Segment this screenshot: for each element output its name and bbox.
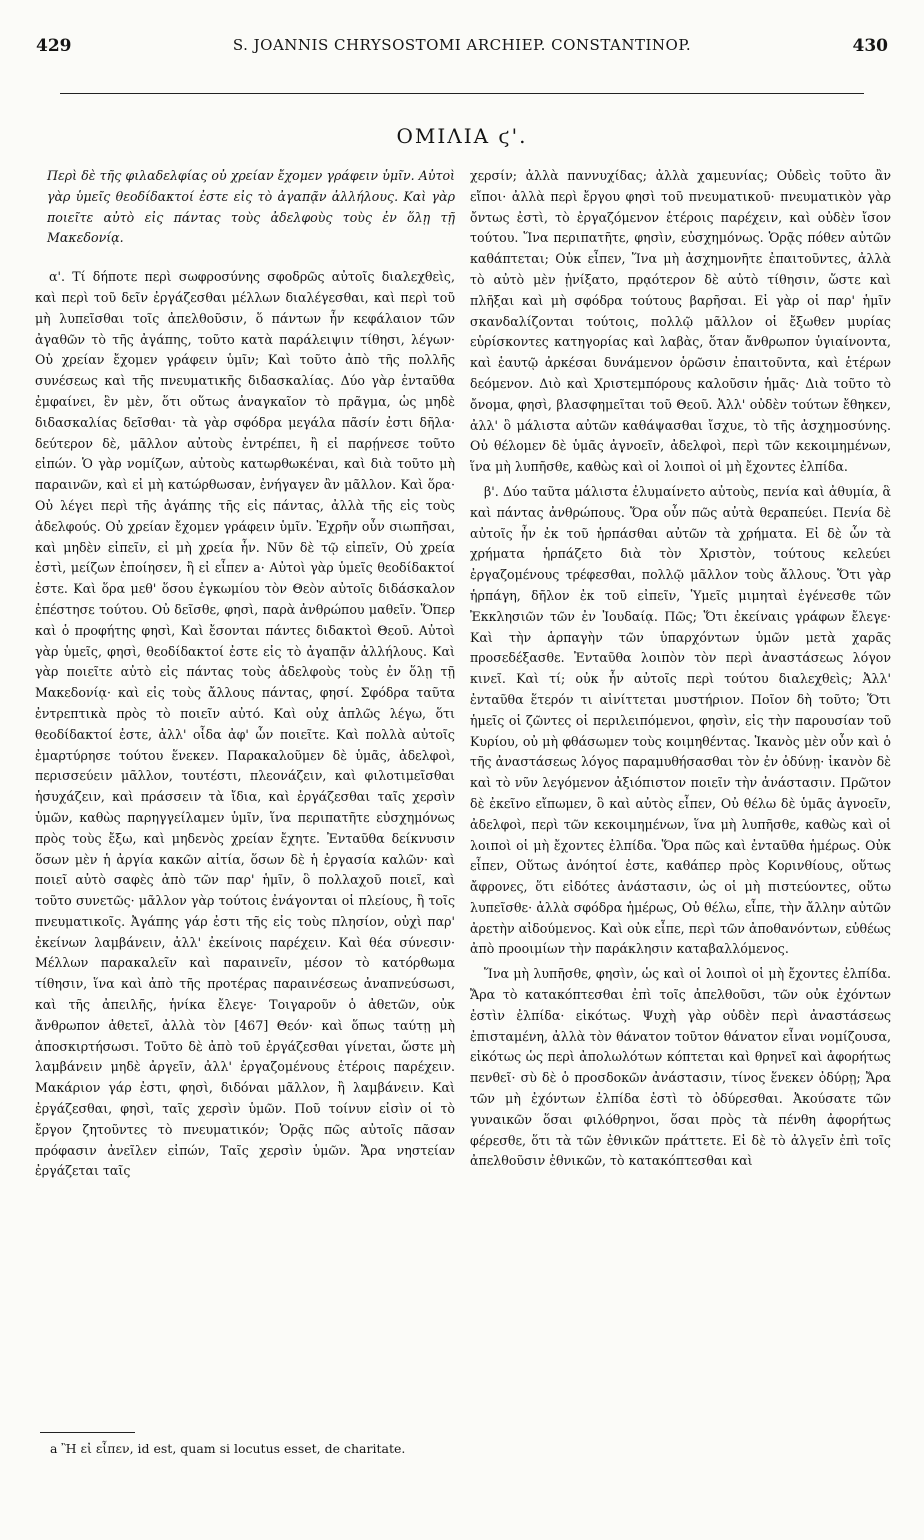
scripture-lemma: Περὶ δὲ τῆς φιλαδελφίας οὐ χρείαν ἔχομεν γράφειν ὑμῖν. Αὐτοὶ γὰρ ὑμεῖς θεοδίδακτοί ἐστε εἰς τὸ ἀγαπᾷν ἀλλήλους. Καὶ γὰρ ποιεῖτε αὐτὸ εἰς πάντας τοὺς ἀδελφοὺς τοὺς ἐν ὅλῃ τῇ Μακεδονίᾳ. — [47, 168, 455, 246]
right-column — [470, 166, 891, 1176]
paragraph: Ἵνα μὴ λυπῆσθε, φησὶν, ὡς καὶ οἱ λοιποὶ οἱ μὴ ἔχοντες ἐλπίδα. Ἄρα τὸ κατακόπτεσθαι ἐπὶ τοῖς ἀπελθοῦσι, τῶν οὐκ ἐχόντων ἐστὶν ἐλπίδα· εἰκότως. Ψυχὴ γὰρ οὐδὲν περὶ ἀναστάσεως ἐπισταμένη, ἀλλὰ τὸν θάνατον τοῦτον θάνατον εἶναι νομίζουσα, εἰκότως ὡς περὶ ἀπολωλότων κόπτεται καὶ θρηνεῖ καὶ ἀφορήτως πενθεῖ· σὺ δὲ ὁ προσδοκῶν ἀνάστασιν, τίνος ἕνεκεν ὀδύρῃ; Ἄρα τῶν μὴ ἐχόντων ἐλπίδα ἐστὶ τὸ ὀδύρεσθαι. Ἀκούσατε τῶν γυναικῶν ὅσαι φιλόθρηνοι, ὅσαι πρὸς τὰ πένθη ἀφορήτως φέρεσθε, ὅτι τὰ τῶν ἐθνικῶν πράττετε. Εἰ δὲ τὸ ἀλγεῖν ἐπὶ τοῖς ἀπελθοῦσιν ἐθνικῶν, τὸ κατακόπτεσθαι καὶ — [470, 966, 891, 1169]
footnote-rule — [40, 1432, 135, 1433]
running-title: S. JOANNIS CHRYSOSTOMI ARCHIEP. CONSTANTINOP. — [232, 36, 692, 54]
page-number-left: 429 — [36, 36, 72, 56]
paragraph: β'. Δύο ταῦτα μάλιστα ἐλυμαίνετο αὐτοὺς, πενία καὶ ἀθυμία, ἃ καὶ πάντας ἀνθρώπους. Ὅρα οὖν πῶς αὐτὰ θεραπεύει. Πενία δὲ αὐτοῖς ἦν ἐκ τοῦ ἡρπάσθαι αὐτῶν τὰ χρήματα. Εἰ δὲ ὧν τὰ χρήματα ἡρπάζετο διὰ τὸν Χριστὸν, τούτους κελεύει ἐργαζομένους τρέφεσθαι, πολλῷ μᾶλλον τοὺς ἄλλους. Ὅτι γὰρ ἡρπάγη, δῆλον ἐκ τοῦ εἰπεῖν, Ὑμεῖς μιμηταὶ ἐγένεσθε τῶν Ἐκκλησιῶν τῶν ἐν Ἰουδαίᾳ. Πῶς; Ὅτι ἐκείναις γράφων ἔλεγε· Καὶ τὴν ἁρπαγὴν τῶν ὑπαρχόντων ὑμῶν μετὰ χαρᾶς προσεδέξασθε. Ἐνταῦθα λοιπὸν τὸν περὶ ἀναστάσεως λόγον κινεῖ. Καὶ τί; οὐκ ἦν αὐτοῖς περὶ τούτου διαλεχθεὶς; Ἀλλ' ἐνταῦθα ἕτερόν τι αἰνίττεται μυστήριον. Ποῖον δὴ τοῦτο; Ὅτι ἡμεῖς οἱ ζῶντες οἱ περιλειπόμενοι, φησὶν, εἰς τὴν παρουσίαν τοῦ Κυρίου, οὐ μὴ φθάσωμεν τοὺς κοιμηθέντας. Ἱκανὸς μὲν οὖν καὶ ὁ τῆς ἀναστάσεως λόγος παραμυθήσασθαι τὸν ἐν ὀδύνῃ· ἱκανὸν δὲ καὶ τὸ νῦν λεγόμενον ἀξιόπιστον ποιεῖν τὴν ἀνάστασιν. Πρῶτον δὲ ἐκεῖνο εἴπωμεν, ὃ καὶ αὐτὸς εἶπεν, Οὐ θέλω δὲ ὑμᾶς ἀγνοεῖν, ἀδελφοὶ, περὶ τῶν κεκοιμημένων, ἵνα μὴ λυπῆσθε, καθὼς καὶ οἱ λοιποὶ οἱ μὴ ἔχοντες ἐλπίδα. Ὅρα πῶς καὶ ἐνταῦθα ἡμέρως. Οὐκ εἶπεν, Οὕτως ἀνόητοί ἐστε, καθάπερ πρὸς Κορινθίους, οὕτως ἄφρονες, ὅτι εἰδότες ἀνάστασιν, ὡς οἱ μὴ πιστεύοντες, οὕτω λυπεῖσθε· ἀλλὰ σφόδρα ἡμέρως, Οὐ θέλω, εἶπε, τὴν ἄλλην αὐτῶν ἀρετὴν αἰδούμενος. Καὶ οὐκ εἶπε, περὶ τῶν ἀποθανόντων, εὐθέως ἀπὸ προοιμίων τὴν παράκλησιν καταβαλλόμενος. — [470, 483, 891, 957]
running-header — [36, 26, 888, 66]
page-number-right: 430 — [852, 36, 888, 56]
homily-title: ΟΜΙΛΙΑ ϛ'. — [396, 124, 528, 148]
paragraph: χερσίν; ἀλλὰ παννυχίδας; ἀλλὰ χαμευνίας; Οὐδεὶς τοῦτο ἂν εἴποι· ἀλλὰ περὶ ἔργου φησὶ τοῦ πνευματικοῦ· πνευματικὸν γὰρ ὄντως ἐστὶ, τὸ ἐργαζόμενον ἑτέροις παρέχειν, καὶ οὐδὲν ἴσον τούτου. Ἵνα περιπατῆτε, φησὶν, εὐσχημόνως. Ὁρᾷς πόθεν αὐτῶν καθάπτεται; Οὐκ εἶπεν, Ἵνα μὴ ἀσχημονῆτε ἐπαιτοῦντες, ἀλλὰ τὸ αὐτὸ μὲν ᾐνίξατο, πρᾳότερον δὲ αὐτὸ τίθησιν, ὥστε καὶ πλῆξαι καὶ μὴ σφόδρα τούτους βαρῆσαι. Εἰ γὰρ οἱ παρ' ἡμῖν σκανδαλίζονται τούτοις, πολλῷ μᾶλλον οἱ ἔξωθεν μυρίας εὑρίσκοντες κατηγορίας καὶ λαβὰς, ὅταν ἄνθρωπον ὑγιαίνοντα, καὶ ἑαυτῷ ἀρκέσαι δυνάμενον ὁρῶσιν ἐπαιτοῦντα, καὶ ἑτέρων δεόμενον. Διὸ καὶ Χριστεμπόρους καλοῦσιν ἡμᾶς· Διὰ τοῦτο τὸ ὄνομα, φησὶ, βλασφημεῖται τοῦ Θεοῦ. Ἀλλ' οὐδὲν τούτων ἔθηκεν, ἀλλ' ὃ μάλιστα αὐτῶν καθάψασθαι ἴσχυε, τὸ τῆς ἀσχημοσύνης. Οὐ θέλομεν δὲ ὑμᾶς ἀγνοεῖν, ἀδελφοὶ, περὶ τῶν κεκοιμημένων, ἵνα μὴ λυπῆσθε, καθὼς καὶ οἱ λοιποὶ οἱ μὴ ἔχοντες ἐλπίδα. — [470, 168, 891, 475]
header-rule — [60, 93, 864, 94]
footnote: a Ἢ εἰ εἶπεν, id est, quam si locutus esset, de charitate. — [50, 1441, 406, 1456]
paragraph: α'. Τί δήποτε περὶ σωφροσύνης σφοδρῶς αὐτοῖς διαλεχθεὶς, καὶ περὶ τοῦ δεῖν ἐργάζεσθαι μέλλων διαλέγεσθαι, καὶ περὶ τοῦ μὴ λυπεῖσθαι τοῖς ἀπελθοῦσιν, ὅ πάντων ἦν κεφάλαιον τῶν ἀγαθῶν τὸ τῆς ἀγάπης, τοῦτο κατὰ παράλειψιν τίθησι, λέγων· Οὐ χρείαν ἔχομεν γράφειν ὑμῖν; Καὶ τοῦτο ἀπὸ τῆς πολλῆς συνέσεως καὶ τῆς πνευματικῆς διδασκαλίας. Δύο γὰρ ἐνταῦθα ἐμφαίνει, ἓν μὲν, ὅτι οὕτως ἀναγκαῖον τὸ πρᾶγμα, ὡς μηδὲ διδασκαλίας δεῖσθαι· τὰ γὰρ σφόδρα μεγάλα πᾶσίν ἐστι δῆλα· δεύτερον δὲ, μᾶλλον αὐτοὺς ἐντρέπει, ἢ εἰ παρῄνεσε τοῦτο εἰπών. Ὁ γὰρ νομίζων, αὐτοὺς κατωρθωκέναι, καὶ διὰ τοῦτο μὴ παραινῶν, καὶ εἰ μὴ κατώρθωσαν, ἐνήγαγεν ἂν μᾶλλον. Καὶ ὅρα· Οὐ λέγει περὶ τῆς ἀγάπης τῆς εἰς πάντας, ἀλλὰ τῆς εἰς τοὺς ἀδελφούς. Οὐ χρείαν ἔχομεν γράφειν ὑμῖν. Ἐχρῆν οὖν σιωπῆσαι, καὶ μηδὲν εἰπεῖν, εἰ μὴ χρεία ἦν. Νῦν δὲ τῷ εἰπεῖν, Οὐ χρεία ἐστὶ, μείζων ἐποίησεν, ἢ εἰ εἶπεν a· Αὐτοὶ γὰρ ὑμεῖς θεοδίδακτοί ἐστε. Καὶ ὅρα μεθ' ὅσου ἐγκωμίου τὸν Θεὸν αὐτοῖς διδάσκαλον ἐπέστησε τούτου. Οὐ δεῖσθε, φησὶ, παρὰ ἀνθρώπου μαθεῖν. Ὅπερ καὶ ὁ προφήτης φησὶ, Καὶ ἔσονται πάντες διδακτοὶ Θεοῦ. Αὐτοὶ γὰρ ὑμεῖς, φησὶ, θεοδίδακτοί ἐστε εἰς τὸ ἀγαπᾷν ἀλλήλους. Καὶ γὰρ ποιεῖτε αὐτὸ εἰς πάντας τοὺς ἀδελφοὺς τοὺς ἐν ὅλῃ τῇ Μακεδονίᾳ· καὶ εἰς τοὺς ἄλλους πάντας, φησί. Σφόδρα ταῦτα ἐντρεπτικὰ πρὸς τὸ ποιεῖν αὐτό. Καὶ οὐχ ἁπλῶς λέγω, ὅτι θεοδίδακτοί ἐστε, ἀλλ' οἶδα ἀφ' ὧν ποιεῖτε. Καὶ πολλὰ αὐτοῖς ἐμαρτύρησε τούτου ἕνεκεν. Παρακαλοῦμεν δὲ ὑμᾶς, ἀδελφοὶ, περισσεύειν μᾶλλον, τουτέστι, πλεονάζειν, καὶ φιλοτιμεῖσθαι ἡσυχάζειν, καὶ πράσσειν τὰ ἴδια, καὶ ἐργάζεσθαι ταῖς χερσὶν ὑμῶν, καθὼς παρηγγείλαμεν ὑμῖν, ἵνα περιπατῆτε εὐσχημόνως πρὸς τοὺς ἔξω, καὶ μηδενὸς χρείαν ἔχητε. Ἐνταῦθα δείκνυσιν ὅσων μὲν ἡ ἀργία κακῶν αἰτία, ὅσων δὲ ἡ ἐργασία καλῶν· καὶ ποιεῖ αὐτὸ σαφὲς ἀπὸ τῶν παρ' ἡμῖν, ὃ πολλαχοῦ ποιεῖ, καὶ τοῦτο συνετῶς· μᾶλλον γὰρ τούτοις ἐνάγονται οἱ πλείους, ἢ τοῖς πνευματικοῖς. Ἀγάπης γάρ ἐστι τῆς εἰς τοὺς πλησίον, οὐχὶ παρ' ἐκείνων λαμβάνειν, ἀλλ' ἐκείνοις παρέχειν. Καὶ θέα σύνεσιν· Μέλλων παρακαλεῖν καὶ παραινεῖν, μέσον τὸ κατόρθωμα τίθησιν, ἵνα καὶ ἀπὸ τῆς προτέρας παραινέσεως ἀναπνεύσωσι, καὶ τῆς ἀπειλῆς, ἡνίκα ἔλεγε· Τοιγαροῦν ὁ ἀθετῶν, οὐκ ἄνθρωπον ἀθετεῖ, ἀλλὰ τὸν [467] Θεόν· καὶ ὅπως ταύτῃ μὴ ἀποσκιρτήσωσι. Τοῦτο δὲ ἀπὸ τοῦ ἐργάζεσθαι γίνεται, ὥστε μὴ λαμβάνειν μηδὲ ἀργεῖν, ἀλλ' ἐργαζομένους ἑτέροις παρέχειν. Μακάριον γάρ ἐστι, φησὶ, διδόναι μᾶλλον, ἢ λαμβάνειν. Καὶ ἐργάζεσθαι, φησὶ, ταῖς χερσὶν ὑμῶν. Ποῦ τοίνυν εἰσὶν οἱ τὸ ἔργον ζητοῦντες τὸ πνευματικόν; Ὁρᾷς πῶς αὐτοῖς πᾶσαν πρόφασιν ἀνεῖλεν εἰπών, Ταῖς χερσὶν ὑμῶν. Ἄρα νηστείαν ἐργάζεται ταῖς — [35, 269, 455, 1179]
left-column — [35, 166, 455, 1186]
